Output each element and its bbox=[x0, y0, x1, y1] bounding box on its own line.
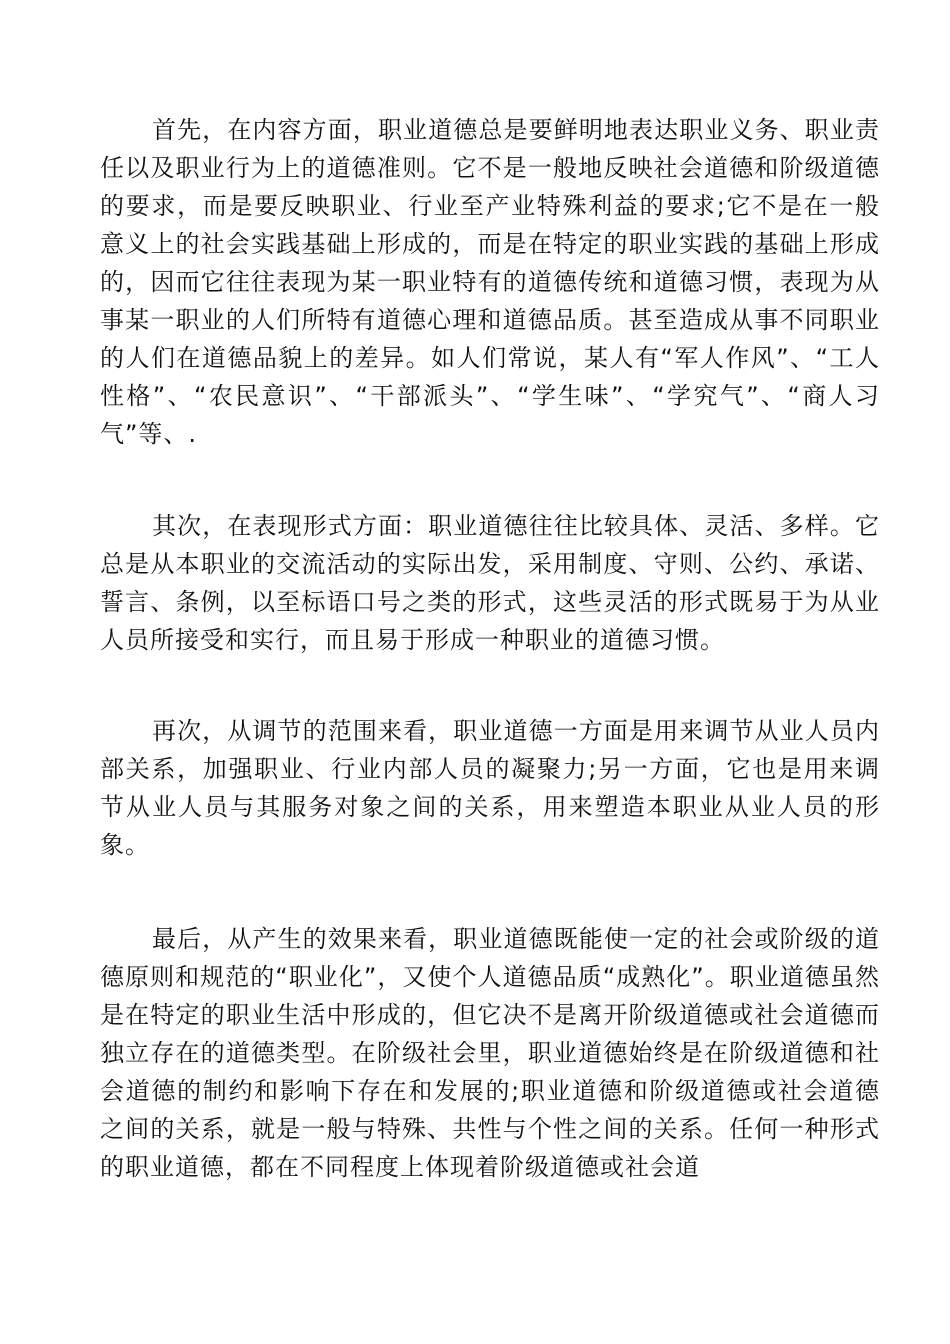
paragraph-effect-aspect: 最后，从产生的效果来看，职业道德既能使一定的社会或阶级的道德原则和规范的“职业化”，又使个人道德品质“成熟化”。职业道德虽然是在特定的职业生活中形成的，但它决不是离开阶级道德或社会道德而独立存在的道德类型。在阶级社会里，职业道德始终是在阶级道德和社会道德的制约和影响下存在和发展的;职业道德和阶级道德或社会道德之间的关系，就是一般与特殊、共性与个性之间的关系。任何一种形式的职业道德，都在不同程度上体现着阶级道德或社会道 bbox=[100, 925, 880, 1181]
paragraph-content-aspect: 首先，在内容方面，职业道德总是要鲜明地表达职业义务、职业责任以及职业行为上的道德准则。它不是一般地反映社会道德和阶级道德的要求，而是要反映职业、行业至产业特殊利益的要求;它不是在一般意义上的社会实践基础上形成的，而是在特定的职业实践的基础上形成的，因而它往往表现为某一职业特有的道德传统和道德习惯，表现为从事某一职业的人们所特有道德心理和道德品质。甚至造成从事不同职业的人们在道德品貌上的差异。如人们常说，某人有“军人作风”、“工人性格”、“农民意识”、“干部派头”、“学生味”、“学究气”、“商人习气”等、. bbox=[100, 116, 880, 448]
paragraph-form-aspect: 其次，在表现形式方面：职业道德往往比较具体、灵活、多样。它总是从本职业的交流活动的实际出发，采用制度、守则、公约、承诺、誓言、条例，以至标语口号之类的形式，这些灵活的形式既易于为从业人员所接受和实行，而且易于形成一种职业的道德习惯。 bbox=[100, 512, 880, 654]
paragraph-scope-aspect: 再次，从调节的范围来看，职业道德一方面是用来调节从业人员内部关系，加强职业、行业内部人员的凝聚力;另一方面，它也是用来调节从业人员与其服务对象之间的关系，用来塑造本职业从业人员的形象。 bbox=[100, 717, 880, 859]
